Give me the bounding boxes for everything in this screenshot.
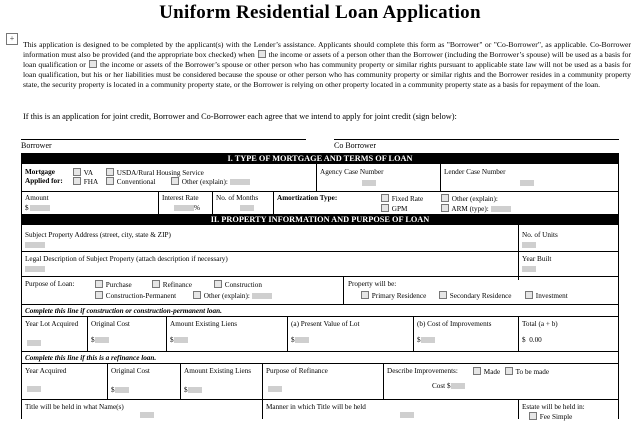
currency-symbol: $ xyxy=(522,336,526,344)
section-2-header: II. PROPERTY INFORMATION AND PURPOSE OF LOAN xyxy=(21,214,619,225)
checkbox[interactable] xyxy=(441,194,449,202)
right-border xyxy=(618,164,619,419)
original-cost-field[interactable] xyxy=(91,336,109,345)
divider xyxy=(343,276,344,304)
option-construction[interactable] xyxy=(213,280,262,290)
option-label: To be made xyxy=(515,368,550,376)
amortization-type-label: Amortization Type: xyxy=(277,194,338,202)
option-label: Other (explain): xyxy=(181,178,228,186)
checkbox[interactable] xyxy=(73,168,81,176)
present-value-lot-label: (a) Present Value of Lot xyxy=(291,320,360,328)
improvements-input[interactable] xyxy=(421,337,435,343)
joint-credit-note: If this is an application for joint credit, Borrower and Co-Borrower each agree that we intend to apply for joint credit (sign below): xyxy=(23,112,457,121)
year-built-field[interactable] xyxy=(522,266,536,272)
option-other[interactable] xyxy=(170,177,250,187)
divider xyxy=(440,164,441,191)
currency-symbol: $ xyxy=(111,386,115,394)
checkbox[interactable] xyxy=(171,177,179,185)
option-made[interactable] xyxy=(472,367,500,377)
original-cost-label: Original Cost xyxy=(91,320,130,328)
option-label: Fee Simple xyxy=(539,413,573,421)
refi-liens-label: Amount Existing Liens xyxy=(184,367,252,375)
lot-value-input[interactable] xyxy=(295,337,309,343)
year-lot-acquired-field[interactable] xyxy=(27,340,41,346)
checkbox[interactable] xyxy=(361,291,369,299)
divider xyxy=(21,316,619,317)
divider xyxy=(287,316,288,351)
section-1-header: I. TYPE OF MORTGAGE AND TERMS OF LOAN xyxy=(21,153,619,164)
checkbox[interactable] xyxy=(106,177,114,185)
checkbox[interactable] xyxy=(473,367,481,375)
option-fha[interactable] xyxy=(72,177,98,187)
mortgage-label: Mortgage xyxy=(25,168,55,176)
option-label: USDA/Rural Housing Service xyxy=(116,169,204,177)
lender-case-label: Lender Case Number xyxy=(444,168,506,176)
manner-title-label: Manner in which Title will be held xyxy=(266,403,366,411)
option-label: Other (explain): xyxy=(451,195,498,203)
checkbox[interactable] xyxy=(193,291,201,299)
option-label: ARM (type): xyxy=(451,205,489,213)
liens-input[interactable] xyxy=(174,337,188,343)
estate-held-label: Estate will be held in: xyxy=(522,403,585,411)
currency-symbol: $ xyxy=(25,204,29,212)
checkbox[interactable] xyxy=(525,291,533,299)
currency-symbol: $ xyxy=(446,382,451,390)
amount-field[interactable] xyxy=(25,204,50,213)
divider xyxy=(87,316,88,351)
divider xyxy=(518,399,519,419)
title-names-field[interactable] xyxy=(140,412,154,418)
interest-rate-input[interactable] xyxy=(174,205,194,211)
divider xyxy=(166,316,167,351)
option-label: Secondary Residence xyxy=(449,292,512,300)
improvements-cost-input[interactable] xyxy=(451,383,465,389)
lender-case-field[interactable] xyxy=(520,180,534,186)
co-borrower-label: Co Borrower xyxy=(334,141,376,150)
refi-original-cost-field[interactable] xyxy=(111,386,129,395)
year-acquired-field[interactable] xyxy=(27,386,41,392)
legal-description-field[interactable] xyxy=(25,266,45,272)
option-refinance[interactable] xyxy=(151,280,192,290)
currency-symbol: $ xyxy=(170,336,174,344)
subject-address-label: Subject Property Address (street, city, state & ZIP) xyxy=(25,231,171,239)
checkbox[interactable] xyxy=(73,177,81,185)
no-months-label: No. of Months xyxy=(216,194,259,202)
year-built-label: Year Built xyxy=(522,255,552,263)
divider xyxy=(180,363,181,399)
option-fee-simple[interactable] xyxy=(528,412,572,422)
option-label: Primary Residence xyxy=(371,292,427,300)
no-units-field[interactable] xyxy=(522,242,536,248)
amount-existing-liens-label: Amount Existing Liens xyxy=(170,320,238,328)
refi-liens-input[interactable] xyxy=(188,387,202,393)
intro-checkbox-1[interactable] xyxy=(258,50,266,58)
currency-symbol: $ xyxy=(91,336,95,344)
intro-paragraph xyxy=(23,40,631,90)
checkbox[interactable] xyxy=(95,280,103,288)
option-label: Purchase xyxy=(105,281,132,289)
checkbox[interactable] xyxy=(106,168,114,176)
refi-original-cost-label: Original Cost xyxy=(111,367,150,375)
option-fixed-rate[interactable] xyxy=(380,194,423,204)
option-construction-permanent[interactable] xyxy=(94,291,176,301)
year-lot-acquired-label: Year Lot Acquired xyxy=(25,320,79,328)
refi-liens-field[interactable] xyxy=(184,386,202,395)
total-ab-value xyxy=(522,336,542,345)
option-label: Fixed Rate xyxy=(391,195,424,203)
legal-description-label: Legal Description of Subject Property (attach description if necessary) xyxy=(25,255,228,263)
currency-symbol: $ xyxy=(417,336,421,344)
left-border xyxy=(21,164,22,419)
purpose-label: Purpose of Loan: xyxy=(25,280,75,288)
divider xyxy=(21,399,619,400)
intro-text-3: the income or assets of the Borrower’s spouse or other person who has community property or similar rights pursuant to applicable state law will not be used as a basis for loan qualification, but his or her liabilities must be considered because the spouse or other person who has community property or similar rights and the Borrower resides in a community property state, the security property is located in a community property state, or the Borrower is relying on other property located in a community property state as a basis for repayment of the loan. xyxy=(23,60,632,90)
divider xyxy=(383,363,384,399)
option-label: Construction xyxy=(224,281,262,289)
checkbox[interactable] xyxy=(214,280,222,288)
divider xyxy=(21,363,619,364)
year-acquired-label: Year Acquired xyxy=(25,367,67,375)
option-purchase[interactable] xyxy=(94,280,132,290)
intro-text-1: This application is designed to be completed by the applicant(s) with the Lender’s assistance. Applicants should complete this form as "Borrower" or "Co-Borrower", as applicable. Co-Borrower information must also be provided (and the appropriate box checked) when xyxy=(23,40,631,60)
amount-existing-liens-field[interactable] xyxy=(170,336,188,345)
divider xyxy=(21,191,619,192)
improvements-cost-field[interactable] xyxy=(432,382,465,391)
currency-symbol: $ xyxy=(291,336,295,344)
divider xyxy=(413,316,414,351)
borrower-label: Borrower xyxy=(21,141,52,150)
amount-input[interactable] xyxy=(30,205,50,211)
option-conventional[interactable] xyxy=(105,177,156,187)
total-ab-label: Total (a + b) xyxy=(522,320,558,328)
cost-label: Cost xyxy=(432,382,446,390)
table-move-handle-icon[interactable]: + xyxy=(6,33,18,45)
option-investment[interactable] xyxy=(524,291,568,301)
describe-improvements-label: Describe Improvements: xyxy=(387,367,458,375)
checkbox[interactable] xyxy=(381,194,389,202)
divider xyxy=(158,191,159,215)
option-purpose-other[interactable] xyxy=(192,291,272,301)
no-months-field[interactable] xyxy=(240,205,254,211)
original-cost-input[interactable] xyxy=(95,337,109,343)
divider xyxy=(262,363,263,399)
interest-rate-label: Interest Rate xyxy=(162,194,199,202)
percent-symbol: % xyxy=(194,204,200,212)
present-value-lot-field[interactable] xyxy=(291,336,309,345)
currency-symbol: $ xyxy=(184,386,188,394)
interest-rate-field[interactable] xyxy=(174,204,200,213)
arm-type-field[interactable] xyxy=(491,206,511,212)
checkbox[interactable] xyxy=(439,291,447,299)
co-borrower-signature-line[interactable] xyxy=(334,139,619,140)
cost-improvements-field[interactable] xyxy=(417,336,435,345)
purpose-refinance-field[interactable] xyxy=(268,386,282,392)
construction-note: Complete this line if construction or construction-permanent loan. xyxy=(25,307,222,315)
option-to-be-made[interactable] xyxy=(504,367,549,377)
title-names-label: Title will be held in what Name(s) xyxy=(25,403,124,411)
option-label: Other (explain): xyxy=(203,292,250,300)
intro-checkbox-2[interactable] xyxy=(89,60,97,68)
checkbox[interactable] xyxy=(381,204,389,212)
option-label: VA xyxy=(83,169,94,177)
amount-label: Amount xyxy=(25,194,49,202)
other-explain-field[interactable] xyxy=(230,179,250,185)
option-gpm[interactable] xyxy=(380,204,407,214)
manner-title-field[interactable] xyxy=(400,412,414,418)
option-label: Made xyxy=(483,368,501,376)
option-secondary-residence[interactable] xyxy=(438,291,511,301)
divider xyxy=(21,276,619,277)
no-units-label: No. of Units xyxy=(522,231,558,239)
subject-address-field[interactable] xyxy=(25,242,45,248)
checkbox[interactable] xyxy=(152,280,160,288)
divider xyxy=(21,304,619,305)
divider xyxy=(273,191,274,215)
option-primary-residence[interactable] xyxy=(360,291,426,301)
purpose-refinance-label: Purpose of Refinance xyxy=(266,367,328,375)
divider xyxy=(518,225,519,280)
purpose-other-field[interactable] xyxy=(252,293,272,299)
agency-case-label: Agency Case Number xyxy=(320,168,384,176)
total-value: 0.00 xyxy=(529,336,542,344)
divider xyxy=(21,351,619,352)
refinance-note: Complete this line if this is a refinance loan. xyxy=(25,354,157,362)
cost-improvements-label: (b) Cost of Improvements xyxy=(417,320,492,328)
checkbox[interactable] xyxy=(505,367,513,375)
refi-original-cost-input[interactable] xyxy=(115,387,129,393)
option-label: Conventional xyxy=(116,178,156,186)
form-title: Uniform Residential Loan Application xyxy=(159,2,481,23)
applied-for-label: Applied for: xyxy=(25,177,63,185)
option-label: Construction-Permanent xyxy=(105,292,177,300)
divider xyxy=(107,363,108,399)
borrower-signature-line[interactable] xyxy=(21,139,306,140)
divider xyxy=(212,191,213,215)
divider xyxy=(518,316,519,351)
option-label: GPM xyxy=(391,205,408,213)
intro-text-2: the income or assets of a person other than the Borrower (including the Borrower’s spouse) will be used as a basis for loan qualification or xyxy=(23,50,631,70)
divider xyxy=(21,251,619,252)
divider xyxy=(316,164,317,191)
option-arm[interactable] xyxy=(440,204,511,214)
checkbox[interactable] xyxy=(441,204,449,212)
option-label: FHA xyxy=(83,178,99,186)
option-label: Refinance xyxy=(162,281,192,289)
divider xyxy=(262,399,263,419)
option-label: Investment xyxy=(535,292,568,300)
checkbox[interactable] xyxy=(95,291,103,299)
property-will-be-label: Property will be: xyxy=(348,280,397,288)
agency-case-field[interactable] xyxy=(362,180,376,186)
option-amort-other[interactable] xyxy=(440,194,498,204)
